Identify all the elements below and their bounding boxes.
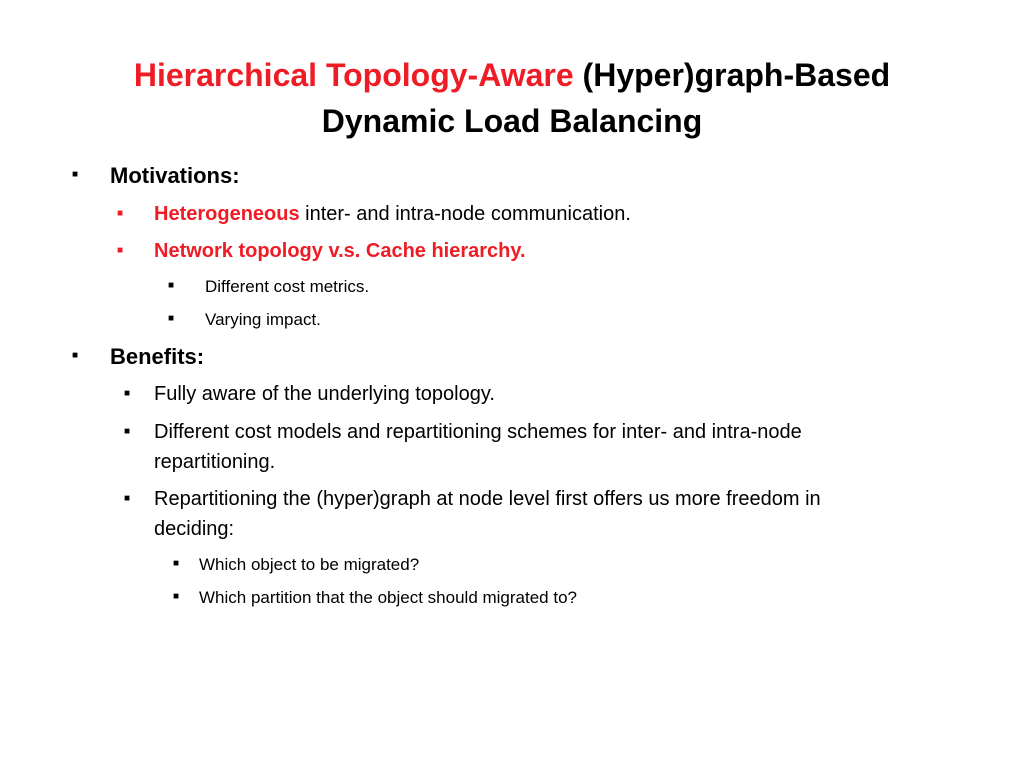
varying-impact-item [168,310,321,330]
square-bullet-icon: ■ [72,169,79,180]
cost-models-item [124,421,802,444]
square-bullet-icon: ■ [173,558,180,569]
varying-impact-text: Varying impact. [205,310,321,329]
cost-metrics-text: Different cost metrics. [205,277,370,296]
object-migrated-text: Which object to be migrated? [199,555,420,574]
title-line1-rest: (Hyper)graph-Based [582,57,891,93]
repartitioning-text: Repartitioning the (hyper)graph at node level first offers us more freedom in [154,488,821,510]
square-bullet-icon: ■ [168,313,175,324]
partition-migrated-text: Which partition that the object should migrated to? [199,588,577,607]
motivations-heading-item [72,163,240,189]
title-line2: Dynamic Load Balancing [321,103,703,139]
title-highlight: Hierarchical Topology-Aware [133,57,574,93]
repartitioning-continuation [154,518,234,541]
heterogeneous-text: inter- and intra-node communication. [299,203,631,225]
benefits-heading-item [72,344,205,370]
square-bullet-icon: ■ [124,493,131,504]
aware-topology-text: Fully aware of the underlying topology. [154,383,495,405]
aware-topology-item [124,383,495,406]
heterogeneous-item [117,203,631,226]
square-bullet-icon: ■ [72,350,79,361]
square-bullet-icon: ■ [124,388,131,399]
square-bullet-icon: ■ [173,591,180,602]
square-bullet-icon: ■ [117,208,124,219]
motivations-heading: Motivations: [110,163,240,188]
cost-models-text: Different cost models and repartitioning schemes for inter- and intra-node [154,421,802,443]
repartitioning-item [124,488,821,511]
network-topology-text: Network topology v.s. Cache hierarchy. [154,240,526,262]
object-migrated-item [173,555,420,575]
square-bullet-icon: ■ [117,245,124,256]
square-bullet-icon: ■ [168,280,175,291]
network-topology-item [117,240,526,263]
cost-models-continuation [154,451,275,474]
partition-migrated-item [173,588,577,608]
square-bullet-icon: ■ [124,426,131,437]
cost-models-text-cont: repartitioning. [154,451,276,473]
benefits-heading: Benefits: [110,344,205,369]
repartitioning-text-cont: deciding: [154,518,235,540]
cost-metrics-item [168,277,370,297]
heterogeneous-highlight: Heterogeneous [154,203,300,225]
